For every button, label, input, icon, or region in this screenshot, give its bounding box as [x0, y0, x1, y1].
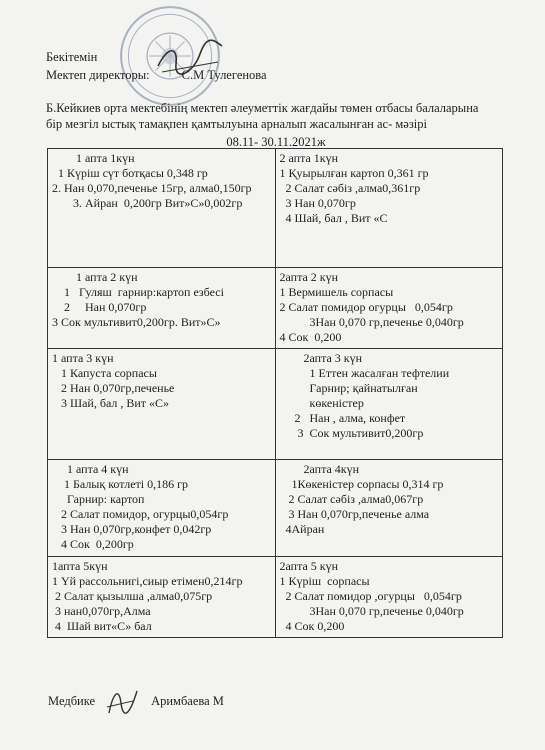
menu-cell-week2-day1: 2 апта 1күн 1 Қуырылған картоп 0,361 гр 2 Салат сәбіз ,алма0,361гр 3 Нан 0,070гр 4 Шай, бал , Вит «С: [275, 149, 503, 268]
title-line-2: бір мезгіл ыстық тамақпен қамтылуына арналып жасалынған ас- мәзірі: [46, 117, 427, 131]
menu-cell-week1-day5: 1апта 5күн 1 Үй рассольнигі,сиыр етімен0,214гр 2 Салат қызылша ,алма0,075гр 3 нан0,070гр,Алма 4 Шай вит«С» бал: [48, 557, 276, 638]
title-line-1: Б.Кейкиев орта мектебінің мектеп әлеуметтік жағдайы төмен отбасы балаларына: [46, 101, 479, 115]
footer-signature: [48, 683, 224, 719]
director-label: Мектеп директоры:: [46, 68, 150, 82]
approval-block: [46, 48, 267, 84]
nurse-name: Аримбаева М: [151, 693, 224, 708]
director-name: С.М Тулегенова: [181, 68, 267, 82]
menu-cell-week2-day3: 2апта 3 күн 1 Еттен жасалған тефтелии Гарнир; қайнатылған көкеністер 2 Нан , алма, конфет 3 Сок мультивит0,200гр: [275, 349, 503, 460]
menu-table: [47, 148, 503, 638]
table-row: [48, 268, 503, 349]
table-row: [48, 149, 503, 268]
menu-cell-week2-day4: 2апта 4күн 1Көкеністер сорпасы 0,314 гр 2 Салат сәбіз ,алма0,067гр 3 Нан 0,070гр,печенье алма 4Айран: [275, 460, 503, 557]
menu-cell-week2-day2: 2апта 2 күн 1 Вермишель сорпасы 2 Салат помидор огурцы 0,054гр 3Нан 0,070 гр,печенье 0,040гр 4 Сок 0,200: [275, 268, 503, 349]
table-row: [48, 460, 503, 557]
title-dates: 08.11- 30.11.2021ж: [226, 135, 326, 149]
approval-label: Бекітемін: [46, 50, 98, 64]
menu-cell-week1-day3: 1 апта 3 күн 1 Капуста сорпасы 2 Нан 0,070гр,печенье 3 Шай, бал , Вит «С»: [48, 349, 276, 460]
nurse-label: Медбике: [48, 693, 96, 708]
menu-cell-week1-day2: 1 апта 2 күн 1 Гуляш гарнир:картоп езбесі 2 Нан 0,070гр 3 Сок мультивит0,200гр. Вит»С»: [48, 268, 276, 349]
table-row: [48, 557, 503, 638]
menu-cell-week1-day1: 1 апта 1күн 1 Күріш сүт ботқасы 0,348 гр 2. Нан 0,070,печенье 15гр, алма0,150гр 3. Айран 0,200гр Вит»С»0,002гр: [48, 149, 276, 268]
menu-cell-week1-day4: 1 апта 4 күн 1 Балық котлеті 0,186 гр Гарнир: картоп 2 Салат помидор, огурцы0,054гр 3 Нан 0,070гр,конфет 0,042гр 4 Сок 0,200гр: [48, 460, 276, 557]
document-title: [46, 100, 506, 150]
menu-cell-week2-day5: 2апта 5 күн 1 Күріш сорпасы 2 Салат помидор ,огурцы 0,054гр 3Нан 0,070 гр,печенье 0,040гр 4 Сок 0,200: [275, 557, 503, 638]
nurse-signature: [103, 683, 143, 719]
table-row: [48, 349, 503, 460]
